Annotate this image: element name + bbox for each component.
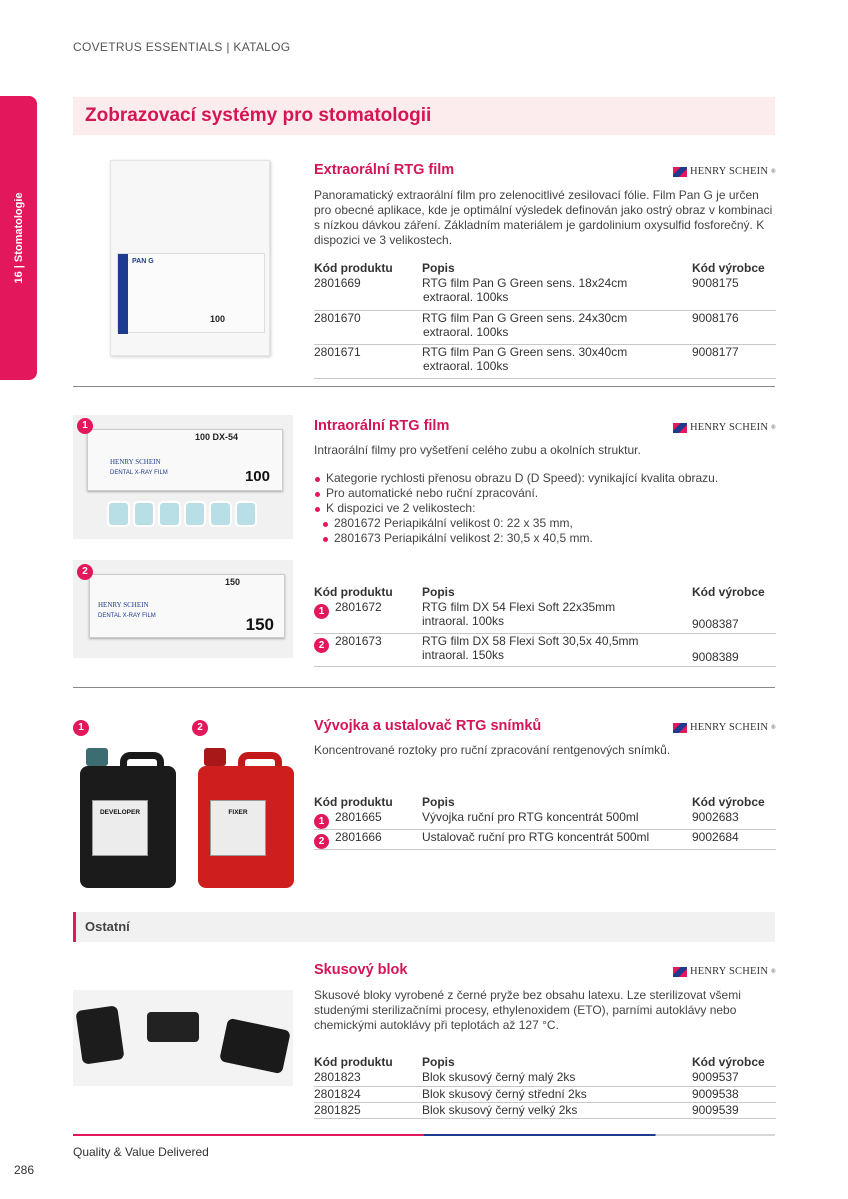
col-desc: Popis: [422, 261, 455, 275]
subsection-title: Ostatní: [85, 919, 130, 934]
henry-schein-logo: HENRY SCHEIN ®: [673, 422, 776, 433]
box-count: 100: [244, 468, 270, 485]
table-row: 2801823 Blok skusový černý malý 2ks 9009537: [314, 1070, 776, 1086]
intraoral-table: [314, 584, 776, 667]
row-number-badge: 1: [314, 814, 329, 829]
table-row: 2801824 Blok skusový černý střední 2ks 9009538: [314, 1086, 776, 1102]
extraoral-film-image: [110, 160, 270, 356]
image-badge-1: 1: [77, 418, 93, 434]
intraoral-title: Intraorální RTG film: [314, 418, 450, 434]
table-row: 2801669 RTG film Pan G Green sens. 18x24cm extraoral. 100ks 9008175: [314, 276, 776, 310]
image-badge-2: 2: [77, 564, 93, 580]
chemicals-table: [314, 794, 776, 850]
henry-schein-logo-icon: [673, 723, 687, 733]
box-count: 100: [210, 314, 226, 324]
col-desc: Popis: [422, 1055, 455, 1069]
bottle-label: FIXER: [228, 809, 248, 816]
intraoral-bullets: [314, 471, 776, 546]
footer-divider: [73, 1134, 775, 1136]
image-badge-1: 1: [73, 720, 89, 736]
page-title-band: [73, 97, 775, 135]
list-item: 2801673 Periapikální velikost 2: 30,5 x 40,5 mm.: [322, 531, 776, 546]
developer-bottle-image: [80, 748, 176, 888]
catalog-header: COVETRUS ESSENTIALS | KATALOG: [73, 40, 291, 54]
extraoral-table: [314, 260, 776, 379]
table-row: 1 2801672 RTG film DX 54 Flexi Soft 22x35mm intraoral. 100ks 9008387: [314, 600, 776, 633]
box-top-label: 150: [224, 577, 240, 587]
box-brand: HENRY SCHEIN: [98, 601, 149, 609]
extraoral-title: Extraorální RTG film: [314, 162, 455, 178]
section-divider: [73, 386, 775, 387]
chemicals-title: Vývojka a ustalovač RTG snímků: [314, 718, 542, 734]
col-desc: Popis: [422, 585, 455, 599]
row-number-badge: 2: [314, 834, 329, 849]
henry-schein-logo-icon: [673, 167, 687, 177]
intraoral-description: Intraorální filmy pro vyšetření celého zubu a okolních struktur.: [314, 443, 641, 457]
extraoral-description: Panoramatický extraorální film pro zelenocitlivé zesilovací fólie. Film Pan G je určen pro obecné aplikace, kde je optimální výsledek definován jako ostrý obraz v kombinaci s nízkou dávkou záření. Základním materiálem je gardolinium oxysulfid fosforečný. K dispozici ve 3 velikostech.: [314, 188, 773, 247]
col-desc: Popis: [422, 795, 455, 809]
page-number: 286: [14, 1163, 35, 1177]
table-row: 2801825 Blok skusový černý velký 2ks 9009539: [314, 1102, 776, 1118]
intraoral-film-image-2: [73, 560, 293, 658]
list-item: Kategorie rychlosti přenosu obrazu D (D Speed): vynikající kvalita obrazu.: [314, 471, 776, 486]
bite-block-title: Skusový blok: [314, 962, 408, 978]
col-mfr: Kód výrobce: [692, 261, 765, 275]
bite-block-image: [73, 990, 293, 1086]
section-divider: [73, 687, 775, 688]
box-film-label: DENTAL X-RAY FILM: [98, 613, 156, 619]
fixer-bottle-image: [198, 748, 294, 888]
list-item: Pro automatické nebo ruční zpracování.: [314, 486, 776, 501]
henry-schein-logo: HENRY SCHEIN ®: [673, 722, 776, 733]
box-top-label: 100 DX-54: [194, 432, 238, 442]
subsection-band: [73, 912, 775, 942]
col-mfr: Kód výrobce: [692, 585, 765, 599]
col-mfr: Kód výrobce: [692, 795, 765, 809]
henry-schein-logo-icon: [673, 967, 687, 977]
box-brand: HENRY SCHEIN: [110, 458, 161, 466]
col-code: Kód produktu: [314, 261, 393, 275]
table-row: 2801670 RTG film Pan G Green sens. 24x30cm extraoral. 100ks 9008176: [314, 310, 776, 344]
footer-tagline: Quality & Value Delivered: [73, 1145, 209, 1159]
row-number-badge: 2: [314, 638, 329, 653]
table-row: 2 2801673 RTG film DX 58 Flexi Soft 30,5x 40,5mm intraoral. 150ks 9008389: [314, 633, 776, 666]
box-film-label: DENTAL X-RAY FILM: [110, 470, 168, 476]
col-code: Kód produktu: [314, 795, 393, 809]
henry-schein-logo-icon: [673, 423, 687, 433]
chapter-tab[interactable]: [0, 96, 37, 380]
list-item: K dispozici ve 2 velikostech: 2801672 Periapikální velikost 0: 22 x 35 mm, 2801673 Periapikální velikost 2: 30,5 x 40,5 mm.: [314, 501, 776, 546]
page-title: Zobrazovací systémy pro stomatologii: [85, 105, 432, 126]
table-row: 2801671 RTG film Pan G Green sens. 30x40cm extraoral. 100ks 9008177: [314, 344, 776, 378]
image-badge-2: 2: [192, 720, 208, 736]
table-row: 1 2801665 Vývojka ruční pro RTG koncentrát 500ml 9002683: [314, 810, 776, 830]
col-code: Kód produktu: [314, 1055, 393, 1069]
bottle-label: DEVELOPER: [99, 809, 141, 816]
bite-block-table: [314, 1054, 776, 1119]
col-mfr: Kód výrobce: [692, 1055, 765, 1069]
col-code: Kód produktu: [314, 585, 393, 599]
row-number-badge: 1: [314, 604, 329, 619]
box-label: PAN G: [132, 258, 154, 265]
table-row: 2 2801666 Ustalovač ruční pro RTG koncentrát 500ml 9002684: [314, 830, 776, 850]
list-item: 2801672 Periapikální velikost 0: 22 x 35 mm,: [322, 516, 776, 531]
intraoral-film-image-1: [73, 415, 293, 539]
bite-block-description: Skusové bloky vyrobené z černé pryže bez obsahu latexu. Lze sterilizovat všemi studenými sterilizačními procesy, ethylenoxidem (ETO), parními autoklávy nebo chemickými autoklávy při teplotách až 127 °C.: [314, 988, 741, 1032]
henry-schein-logo: HENRY SCHEIN ®: [673, 966, 776, 977]
henry-schein-logo: HENRY SCHEIN ®: [673, 166, 776, 177]
chapter-tab-label: 16 | Stomatologie: [12, 192, 25, 284]
box-count: 150: [245, 615, 274, 634]
chemicals-description: Koncentrované roztoky pro ruční zpracování rentgenových snímků.: [314, 743, 671, 757]
